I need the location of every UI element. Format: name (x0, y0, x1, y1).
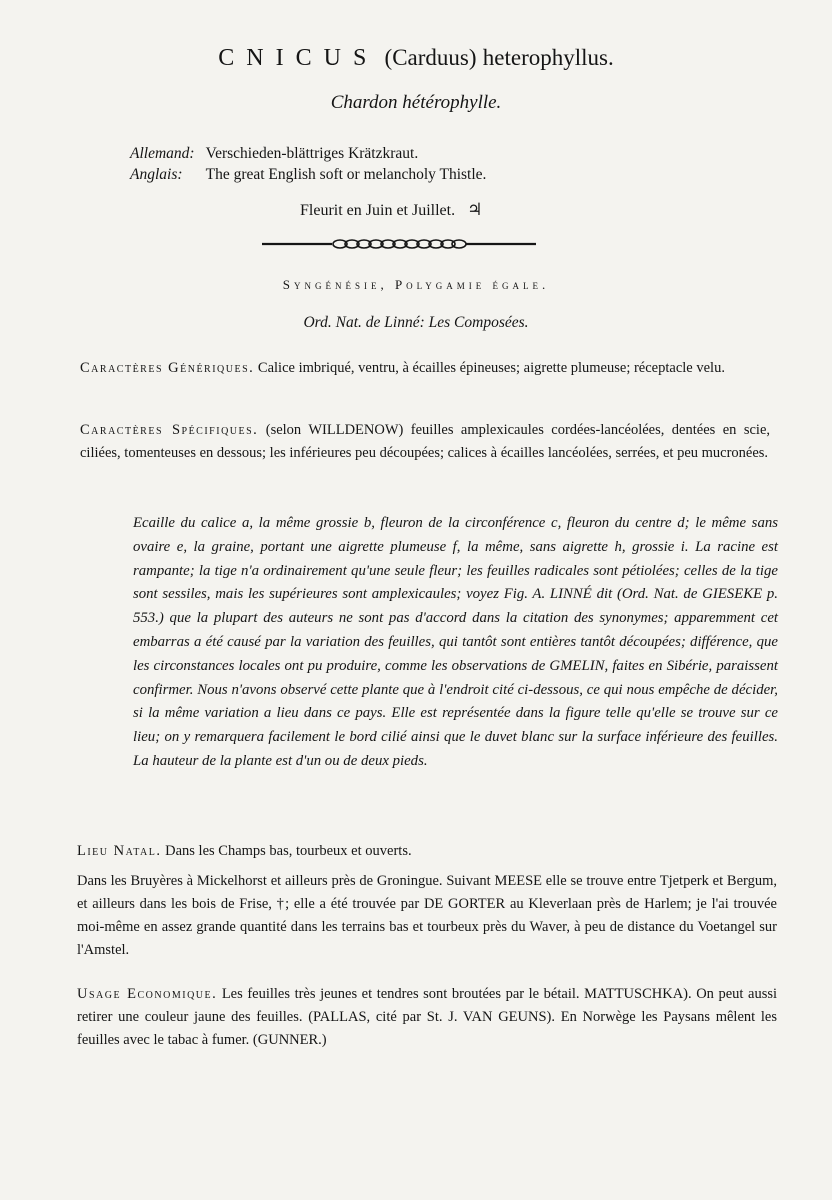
genus-name: CNICUS (218, 45, 379, 71)
section-text: Les feuilles très jeunes et tendres sont broutées par le bétail. MATTUSCHKA). On peut aussi retirer une couleur jaune des feuilles. (PALLAS, cité par St. J. VAN GEUNS). En Norwège les Paysans mêlent les feuilles avec le tabac à fumer. (GUNNER.) (77, 986, 778, 1048)
flowering-text: Fleurit en Juin et Juillet. (300, 202, 456, 219)
plant-description: Ecaille du calice a, la même grossie b, fleuron de la circonférence c, fleuron du centre d; le même sans ovaire e, la graine, portant une aigrette plumeuse f, la même, sans aigrette h, grossie i. La racine est rampante; la tige n'a ordinairement qu'une seule fleur; les feuilles radicales sont pétiolées; celles de la tige sont sessiles, mais les supérieures sont amplexicaules; voyez Fig. A. LINNÉ dit (Ord. Nat. de GIESEKE p. 553.) que la plupart des auteurs ne sont pas d'accord dans la citation des synonymes; apparemment cet embarras a été causé par la variation des feuilles, qui tantôt sont entières tantôt découpées; différence, que les circonstances locales ont pu produire, comme les observations de GMELIN, faites en Sibérie, paraissent confirmer. Nous n'avons observé cette plante que à l'endroit cité ci-dessous, ce qui nous empêche de décider, si la même variation a lieu dans ce pays. Elle est représentée dans la figure telle qu'elle se trouve sur ce lieu; on y remarquera facilement le bord cilié ainsi que le duvet blanc sur la surface inférieure des feuilles. La hauteur de la plante est d'un ou de deux pieds. (133, 515, 778, 769)
german-name-line (130, 145, 418, 163)
economic-usage (77, 983, 777, 1052)
page-title (0, 44, 832, 72)
section-heading: Caractères Spécifiques. (80, 422, 259, 438)
habitat-localities: Dans les Bruyères à Mickelhorst et ailleurs près de Groningue. Suivant MEESE elle se trouve entre Tjetperk et Bergum, et ailleurs dans les bois de Frise, †; elle a été trouvée par DE GORTER au Kleverlaan près de Harlem; je l'ai trouvée moi-même en assez grande quantité dans les terrains bas et tourbeux près du Waver, à peu de distance du Voetangel sur l'Amstel. (77, 873, 777, 958)
generic-characters (80, 357, 770, 380)
vernacular-name: The great English soft or melancholy Thistle. (205, 166, 487, 183)
language-label: Anglais: (130, 166, 183, 183)
natural-order: Ord. Nat. de Linné: Les Composées. (303, 314, 529, 331)
subgenus-name: (Carduus) (384, 45, 477, 70)
habitat-heading-line (77, 840, 777, 863)
section-text: Dans les Champs bas, tourbeux et ouverts. (165, 843, 412, 859)
section-text: Calice imbriqué, ventru, à écailles épineuses; aigrette plumeuse; réceptacle velu. (257, 360, 725, 376)
vernacular-name: Verschieden-blättriges Krätzkraut. (205, 145, 419, 162)
french-name: Chardon hétérophylle. (330, 92, 502, 113)
chain-ornament-divider (262, 236, 536, 252)
section-heading: Lieu Natal. (77, 843, 162, 859)
language-label: Allemand: (130, 145, 195, 162)
section-text: (selon WILLDENOW) feuilles amplexicaules cordées-lancéolées, dentées en scie, ciliées, tomenteuses en dessous; les inférieures peu découpées; calices à écailles lancéolées, serrées, et peu mucronées. (80, 422, 770, 461)
species-name: heterophyllus. (482, 45, 614, 70)
section-heading: Caractères Génériques. (80, 360, 255, 376)
perennial-symbol: ♃ (467, 200, 483, 219)
english-name-line (130, 166, 486, 184)
section-heading: Usage Economique. (77, 986, 218, 1002)
specific-characters (80, 419, 770, 465)
linnaean-class: Syngénésie, Polygamie égale. (282, 277, 550, 292)
flowering-line (300, 200, 482, 220)
